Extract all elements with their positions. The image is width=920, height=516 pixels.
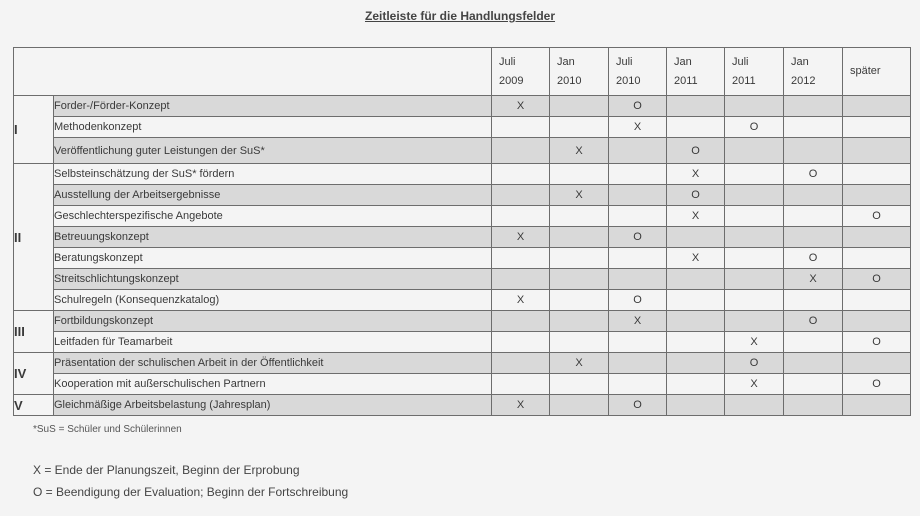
mark-cell (492, 117, 550, 138)
mark-cell (609, 332, 667, 353)
mark-cell (609, 353, 667, 374)
mark-cell: X (725, 374, 784, 395)
mark-cell: X (550, 353, 609, 374)
mark-cell: X (725, 332, 784, 353)
mark-cell (667, 290, 725, 311)
mark-cell (784, 227, 843, 248)
mark-cell: X (609, 311, 667, 332)
mark-cell (784, 374, 843, 395)
mark-cell: O (609, 290, 667, 311)
mark-cell (609, 164, 667, 185)
table-row (14, 332, 911, 353)
mark-cell (492, 206, 550, 227)
table-row (14, 311, 911, 332)
mark-cell: X (667, 206, 725, 227)
column-header-line2: 2011 (732, 75, 756, 87)
mark-cell (667, 311, 725, 332)
mark-cell (609, 138, 667, 164)
mark-cell: O (609, 395, 667, 416)
table-row (14, 164, 911, 185)
mark-cell (492, 311, 550, 332)
mark-cell: O (784, 164, 843, 185)
mark-cell: O (667, 185, 725, 206)
mark-cell: X (492, 395, 550, 416)
row-label: Methodenkonzept (54, 117, 492, 138)
mark-cell (725, 185, 784, 206)
mark-cell (492, 374, 550, 395)
table-row (14, 185, 911, 206)
column-header-line2: 2010 (557, 75, 582, 87)
group-label: IV (14, 353, 54, 395)
mark-cell: O (725, 353, 784, 374)
mark-cell (784, 290, 843, 311)
mark-cell (843, 117, 911, 138)
column-header (784, 48, 843, 96)
mark-cell: O (609, 227, 667, 248)
table-row (14, 269, 911, 290)
mark-cell: O (667, 138, 725, 164)
mark-cell (725, 311, 784, 332)
column-header-line1: Jan (557, 56, 575, 68)
row-label: Leitfaden für Teamarbeit (54, 332, 492, 353)
column-header (725, 48, 784, 96)
row-label: Forder-/Förder-Konzept (54, 96, 492, 117)
mark-cell (492, 164, 550, 185)
row-label: Fortbildungskonzept (54, 311, 492, 332)
mark-cell (843, 185, 911, 206)
mark-cell (550, 269, 609, 290)
mark-cell (667, 395, 725, 416)
mark-cell (550, 96, 609, 117)
mark-cell: X (667, 248, 725, 269)
mark-cell (843, 164, 911, 185)
mark-cell (843, 248, 911, 269)
mark-cell: X (492, 227, 550, 248)
mark-cell: O (843, 332, 911, 353)
mark-cell (609, 248, 667, 269)
mark-cell (784, 96, 843, 117)
row-label: Geschlechterspezifische Angebote (54, 206, 492, 227)
mark-cell (550, 395, 609, 416)
mark-cell (492, 353, 550, 374)
header-row (14, 48, 911, 96)
column-header (843, 48, 911, 96)
mark-cell (843, 353, 911, 374)
mark-cell (667, 269, 725, 290)
mark-cell (784, 395, 843, 416)
footnote: *SuS = Schüler und Schülerinnen (33, 424, 182, 435)
row-label: Präsentation der schulischen Arbeit in der Öffentlichkeit (54, 353, 492, 374)
column-header-line1: Jan (674, 56, 692, 68)
table-row (14, 206, 911, 227)
mark-cell (667, 374, 725, 395)
column-header (609, 48, 667, 96)
column-header (492, 48, 550, 96)
column-header-line2: 2011 (674, 75, 698, 87)
mark-cell (725, 96, 784, 117)
row-label: Beratungskonzept (54, 248, 492, 269)
group-label: I (14, 96, 54, 164)
mark-cell (725, 395, 784, 416)
mark-cell (843, 395, 911, 416)
column-header-line2: 2012 (791, 75, 816, 87)
timeline-table (13, 47, 911, 416)
mark-cell: O (784, 248, 843, 269)
mark-cell (667, 117, 725, 138)
mark-cell: O (609, 96, 667, 117)
mark-cell: X (492, 96, 550, 117)
mark-cell (843, 227, 911, 248)
group-label: V (14, 395, 54, 416)
mark-cell (609, 374, 667, 395)
mark-cell: O (784, 311, 843, 332)
mark-cell (492, 138, 550, 164)
mark-cell (784, 138, 843, 164)
mark-cell (784, 332, 843, 353)
mark-cell (550, 311, 609, 332)
mark-cell (550, 117, 609, 138)
mark-cell (784, 353, 843, 374)
table-header (14, 48, 911, 96)
table-row (14, 117, 911, 138)
mark-cell (609, 269, 667, 290)
mark-cell (843, 96, 911, 117)
column-header-line1: später (850, 65, 881, 77)
mark-cell (667, 332, 725, 353)
table-row (14, 353, 911, 374)
row-label: Ausstellung der Arbeitsergebnisse (54, 185, 492, 206)
mark-cell (609, 206, 667, 227)
mark-cell (667, 353, 725, 374)
page-title: Zeitleiste für die Handlungsfelder (364, 9, 556, 23)
row-label: Gleichmäßige Arbeitsbelastung (Jahresplan) (54, 395, 492, 416)
mark-cell: O (843, 206, 911, 227)
mark-cell: O (843, 269, 911, 290)
mark-cell (843, 138, 911, 164)
mark-cell (725, 206, 784, 227)
group-label: III (14, 311, 54, 353)
mark-cell: X (550, 138, 609, 164)
mark-cell (725, 227, 784, 248)
mark-cell (550, 164, 609, 185)
mark-cell (667, 227, 725, 248)
mark-cell (843, 311, 911, 332)
mark-cell: X (667, 164, 725, 185)
mark-cell (609, 185, 667, 206)
row-label: Schulregeln (Konsequenzkatalog) (54, 290, 492, 311)
mark-cell (725, 138, 784, 164)
mark-cell (550, 206, 609, 227)
row-label: Selbsteinschätzung der SuS* fördern (54, 164, 492, 185)
column-header (667, 48, 725, 96)
mark-cell (550, 290, 609, 311)
header-corner-cell (14, 48, 492, 96)
mark-cell: X (550, 185, 609, 206)
mark-cell (492, 332, 550, 353)
row-label: Kooperation mit außerschulischen Partnern (54, 374, 492, 395)
mark-cell: O (725, 117, 784, 138)
mark-cell: X (609, 117, 667, 138)
column-header-line1: Juli (616, 56, 633, 68)
table-row (14, 227, 911, 248)
mark-cell (784, 206, 843, 227)
table-row (14, 395, 911, 416)
table-row (14, 248, 911, 269)
column-header-line2: 2009 (499, 75, 524, 87)
column-header-line1: Juli (499, 56, 516, 68)
table-row (14, 374, 911, 395)
table-row (14, 290, 911, 311)
mark-cell (492, 269, 550, 290)
column-header-line1: Juli (732, 56, 749, 68)
mark-cell (725, 269, 784, 290)
row-label: Streitschlichtungskonzept (54, 269, 492, 290)
legend-o: O = Beendigung der Evaluation; Beginn der Fortschreibung (33, 485, 349, 499)
column-header-line2: 2010 (616, 75, 641, 87)
mark-cell (550, 374, 609, 395)
mark-cell (784, 185, 843, 206)
column-header (550, 48, 609, 96)
mark-cell: X (784, 269, 843, 290)
mark-cell (725, 248, 784, 269)
mark-cell: O (843, 374, 911, 395)
mark-cell (492, 248, 550, 269)
row-label: Veröffentlichung guter Leistungen der SuS* (54, 138, 492, 164)
table-body (14, 96, 911, 416)
mark-cell (550, 248, 609, 269)
mark-cell (550, 227, 609, 248)
table-row (14, 138, 911, 164)
group-label: II (14, 164, 54, 311)
mark-cell (667, 96, 725, 117)
row-label: Betreuungskonzept (54, 227, 492, 248)
mark-cell: X (492, 290, 550, 311)
mark-cell (725, 164, 784, 185)
table-row (14, 96, 911, 117)
legend-x: X = Ende der Planungszeit, Beginn der Erprobung (33, 463, 300, 477)
mark-cell (784, 117, 843, 138)
mark-cell (550, 332, 609, 353)
mark-cell (843, 290, 911, 311)
mark-cell (725, 290, 784, 311)
mark-cell (492, 185, 550, 206)
column-header-line1: Jan (791, 56, 809, 68)
